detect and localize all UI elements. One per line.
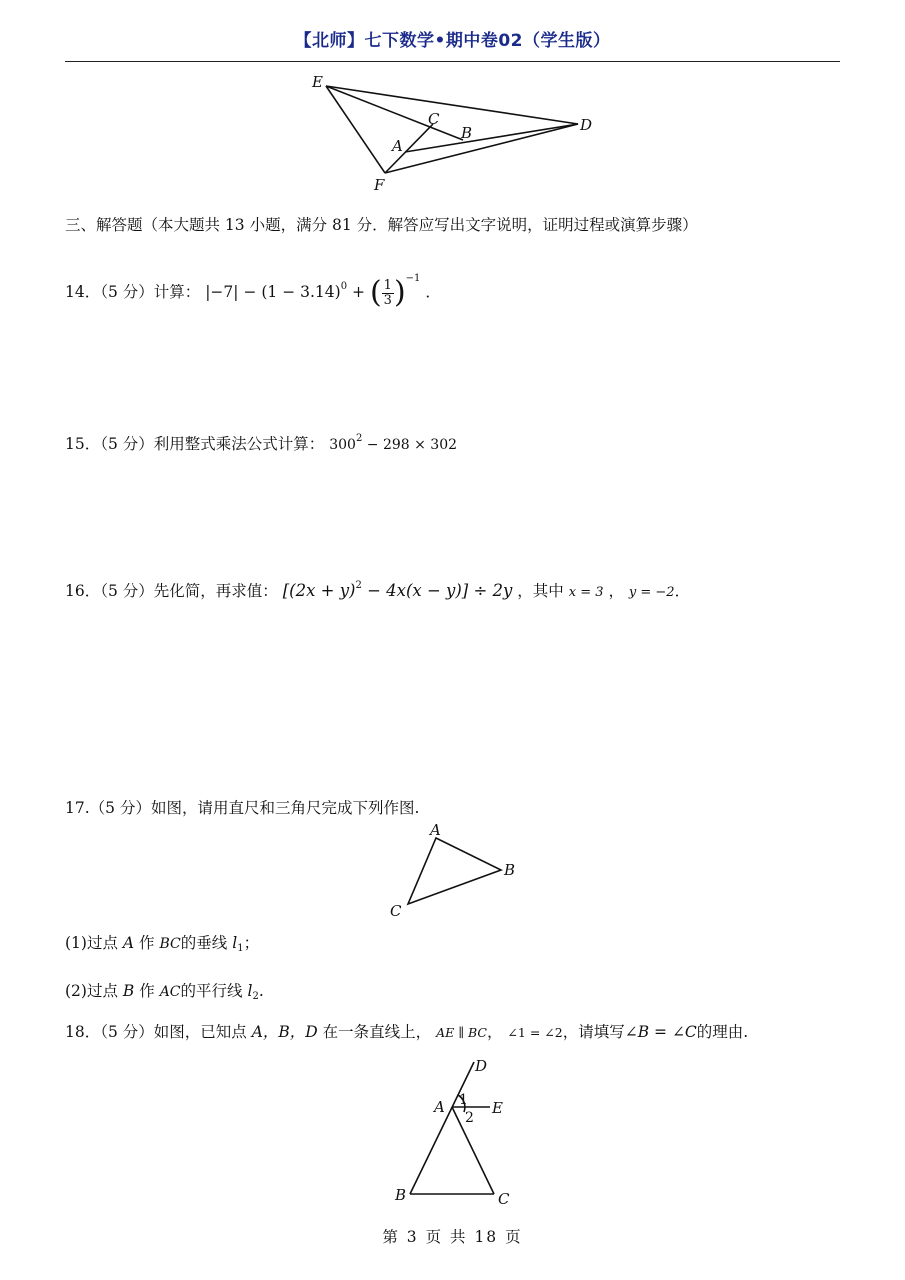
figure-quadrilateral-edf <box>300 68 600 196</box>
q17-p2-a: (2)过点 <box>65 982 118 1000</box>
q16-expr-a: [(2x + y) <box>282 581 356 600</box>
q17-p2-line: l <box>247 982 253 1000</box>
header-divider <box>65 61 840 62</box>
q17-p2-b: 作 <box>139 982 155 1000</box>
q14-minus: − <box>243 283 257 301</box>
q17-p1-point: A <box>122 934 135 952</box>
q15-prefix: 15．（5 分）利用整式乘法公式计算： <box>65 435 325 453</box>
q18-sep: ， <box>486 1023 503 1041</box>
q17-part-2 <box>65 980 264 1008</box>
page-header-title: 【北师】七下数学•期中卷02（学生版） <box>294 31 611 51</box>
figure-lines <box>326 86 578 173</box>
q16-end: ． <box>674 582 691 600</box>
q17-p2-sub: 2 <box>252 991 259 1002</box>
q17-p1-sub: 1 <box>237 943 244 954</box>
q18-prefix: 18．（5 分）如图，已知点 <box>65 1023 247 1041</box>
angle-1-label: 1 <box>459 1092 468 1108</box>
q14-abs: |−7| <box>205 283 239 301</box>
figure-triangle-q18 <box>388 1054 528 1210</box>
label-D: D <box>580 116 593 134</box>
q18-goal: ∠B = ∠C <box>624 1023 697 1041</box>
triangle-abc <box>408 838 501 904</box>
q14-exp0: 0 <box>340 281 348 292</box>
q18-mid: 在一条直线上， <box>322 1023 432 1041</box>
q16-sep: ， <box>608 582 624 600</box>
q17-p1-line: l <box>232 934 238 952</box>
label-A: A <box>430 821 441 839</box>
q16-exp: 2 <box>355 580 362 591</box>
q16-prefix: 16．（5 分）先化简，再求值： <box>65 582 278 600</box>
q18-cond1: AE ∥ BC <box>436 1025 487 1040</box>
q18-end: 的理由. <box>696 1023 749 1041</box>
label-F: F <box>374 176 385 194</box>
question-16 <box>65 575 690 604</box>
q18-cond2: ∠1 = ∠2 <box>507 1025 563 1040</box>
q17-part-1 <box>65 932 259 960</box>
q14-end: ． <box>425 283 441 301</box>
q17-p1-c: 的垂线 <box>180 934 228 952</box>
q18-figure-lines <box>410 1062 494 1194</box>
q17-p1-seg: BC <box>159 936 181 952</box>
q17-p1-a: (1)过点 <box>65 934 118 952</box>
q17-p1-b: 作 <box>139 934 155 952</box>
label-C: C <box>428 110 440 128</box>
q14-lparen: ( <box>369 275 382 310</box>
figure-triangle-abc <box>384 820 524 920</box>
q16-where: ，其中 <box>517 582 564 600</box>
q17-p2-point: B <box>122 982 135 1000</box>
q17-p1-end: ； <box>243 934 260 952</box>
label-B: B <box>504 861 516 879</box>
label-A: A <box>392 137 403 155</box>
question-15 <box>65 428 457 456</box>
q17-p2-c: 的平行线 <box>180 982 243 1000</box>
q14-exp-neg1: −1 <box>405 273 421 284</box>
q14-fraction <box>382 279 394 308</box>
label-D: D <box>475 1057 488 1075</box>
q18-points: A，B，D <box>251 1023 318 1041</box>
q18-mid2: ，请填写 <box>562 1023 625 1041</box>
q17-p2-end: . <box>258 982 264 1000</box>
label-E: E <box>492 1099 503 1117</box>
q14-frac-den: 3 <box>383 292 392 308</box>
q15-exp: 2 <box>355 433 363 444</box>
q17-p2-seg: AC <box>159 984 181 1000</box>
label-B: B <box>395 1186 407 1204</box>
angle-2-label: 2 <box>465 1110 474 1126</box>
question-14 <box>65 268 441 308</box>
label-E: E <box>312 73 323 91</box>
q16-y-value: y = −2 <box>628 585 675 600</box>
question-18 <box>65 1021 748 1044</box>
q16-expr-b: − 4x(x − y)] ÷ 2y <box>361 581 513 600</box>
q15-base: 300 <box>329 437 356 453</box>
q14-frac-num: 1 <box>383 277 392 293</box>
label-C: C <box>390 902 402 920</box>
q14-paren: (1 − 3.14) <box>261 283 341 301</box>
q14-prefix: 14．（5 分）计算： <box>65 283 201 301</box>
q14-rparen: ) <box>393 275 406 310</box>
page-footer: 第 3 页 共 18 页 <box>382 1228 523 1246</box>
label-B: B <box>461 124 473 142</box>
q16-x-value: x = 3 <box>568 585 604 600</box>
q14-plus: + <box>352 283 365 301</box>
label-C: C <box>498 1190 510 1208</box>
q15-rest: − 298 × 302 <box>362 437 458 453</box>
section-heading: 三、解答题（本大题共 13 小题，满分 81 分．解答应写出文字说明，证明过程或演算步骤） <box>65 216 698 234</box>
label-A: A <box>434 1098 445 1116</box>
question-17: 17.（5 分）如图，请用直尺和三角尺完成下列作图. <box>65 799 420 817</box>
